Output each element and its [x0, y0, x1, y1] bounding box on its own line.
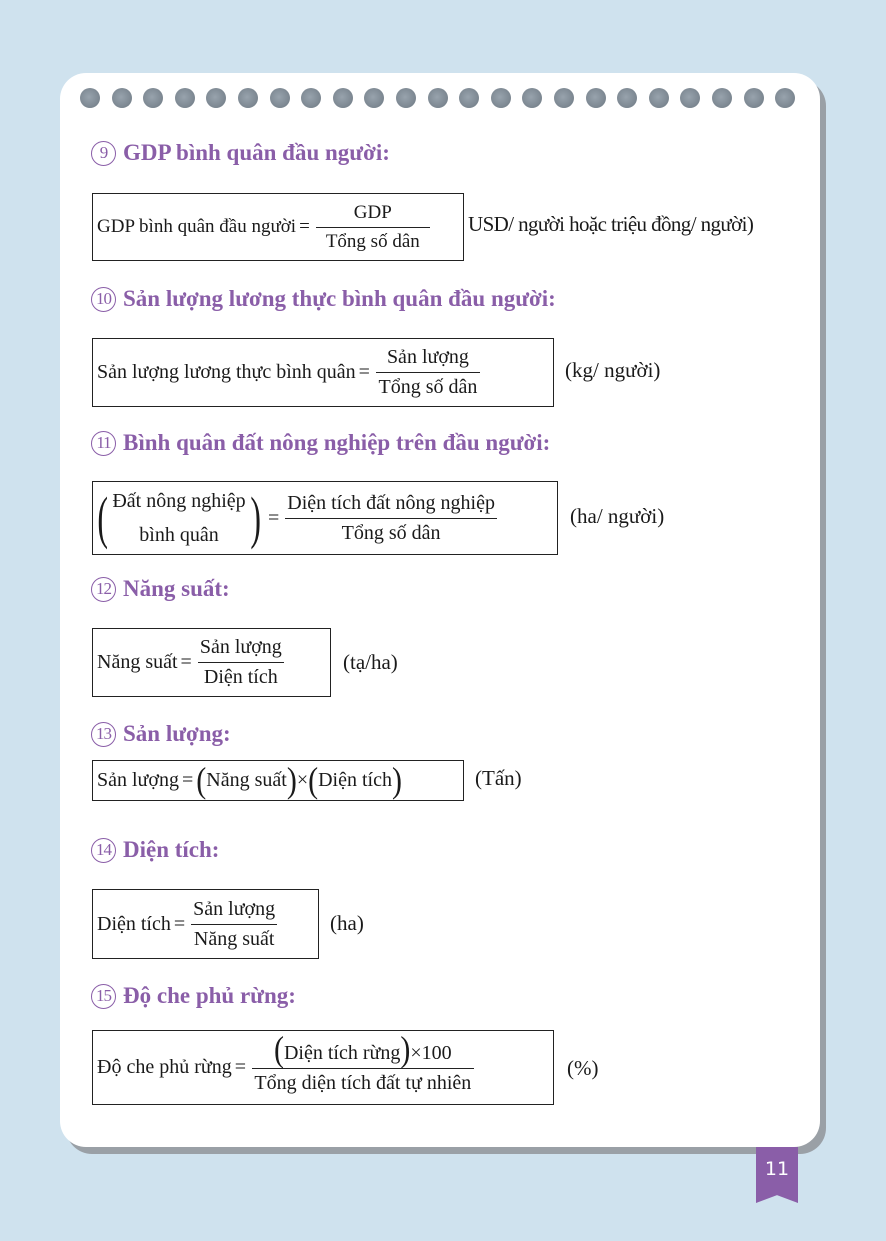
ring-hole: [396, 88, 416, 108]
formula-lhs: GDP bình quân đầu người: [97, 216, 297, 237]
ring-hole: [712, 88, 732, 108]
equals-sign: =: [358, 361, 370, 383]
equals-sign: =: [234, 1056, 246, 1078]
formula-unit: (ha/ người): [570, 504, 665, 528]
section-number-badge: 10: [91, 287, 116, 312]
ring-hole: [238, 88, 258, 108]
section-number-badge: 9: [91, 141, 116, 166]
section-title: Sản lượng:: [123, 721, 231, 746]
formula-lhs: Sản lượng lương thực bình quân: [97, 361, 356, 383]
denominator: Tổng số dân: [341, 521, 441, 544]
denominator: Diện tích: [203, 666, 278, 688]
section-number-badge: 14: [91, 838, 116, 863]
section-title: GDP bình quân đầu người:: [123, 140, 390, 165]
formula-unit: (kg/ người): [565, 358, 661, 382]
ring-hole: [80, 88, 100, 108]
spiral-rings: [80, 88, 820, 108]
fraction: [285, 492, 497, 545]
equals-sign: =: [181, 769, 194, 791]
denominator: Tổng diện tích đất tự nhiên: [254, 1072, 472, 1094]
factor: Diện tích: [318, 769, 392, 791]
right-paren: ): [286, 760, 297, 800]
formula-unit: (tạ/ha): [343, 650, 398, 674]
formula-unit: (%): [567, 1056, 599, 1080]
ring-hole: [459, 88, 479, 108]
section-heading: [91, 983, 296, 1009]
fraction: [198, 636, 284, 689]
left-paren: (: [308, 760, 319, 800]
denominator: Tổng số dân: [325, 230, 420, 252]
ring-hole: [744, 88, 764, 108]
fraction: [252, 1029, 474, 1095]
section-number-badge: 12: [91, 577, 116, 602]
numerator: Diện tích đất nông nghiệp: [285, 492, 497, 519]
numerator-inner: Diện tích rừng: [283, 1042, 401, 1064]
numerator: Sản lượng: [191, 898, 277, 925]
equals-sign: =: [267, 506, 280, 529]
ring-hole: [586, 88, 606, 108]
formula-lhs: Độ che phủ rừng: [97, 1056, 232, 1078]
left-paren: (: [273, 1029, 284, 1070]
ring-hole: [364, 88, 384, 108]
section-title: Độ che phủ rừng:: [123, 983, 296, 1008]
formula-lhs: Năng suất: [97, 651, 178, 673]
formula-unit: (Tấn): [475, 766, 522, 790]
formula-lhs: Sản lượng: [97, 769, 179, 791]
formula-box: [92, 193, 464, 261]
section-heading: [91, 837, 219, 863]
right-paren: ): [391, 760, 402, 800]
numerator: Sản lượng: [376, 346, 480, 373]
numerator: Sản lượng: [198, 636, 284, 663]
times-sign: ×: [296, 769, 309, 791]
ring-hole: [143, 88, 163, 108]
section-heading: [91, 576, 230, 602]
right-bracket: ): [249, 485, 261, 550]
denominator: Tổng số dân: [378, 376, 478, 398]
fraction: [376, 346, 480, 399]
numerator: [252, 1029, 474, 1070]
equals-sign: =: [180, 651, 192, 673]
fraction: [316, 202, 430, 253]
formula-box: [92, 1030, 554, 1105]
formula-lhs-line: bình quân: [139, 524, 219, 546]
section-number-badge: 15: [91, 984, 116, 1009]
left-bracket: (: [97, 485, 108, 550]
section-heading: [91, 721, 231, 747]
ring-hole: [270, 88, 290, 108]
fraction: [191, 898, 277, 951]
formula-lhs: Diện tích: [97, 912, 171, 935]
numerator: GDP: [316, 202, 430, 228]
equals-sign: =: [299, 216, 310, 237]
left-paren: (: [196, 760, 207, 800]
ring-hole: [617, 88, 637, 108]
formula-unit: (ha): [330, 911, 364, 935]
right-paren: ): [400, 1029, 411, 1070]
section-heading: [91, 286, 556, 312]
ring-hole: [112, 88, 132, 108]
ring-hole: [522, 88, 542, 108]
ring-hole: [680, 88, 700, 108]
ring-hole: [775, 88, 795, 108]
section-heading: [91, 140, 390, 166]
ring-hole: [175, 88, 195, 108]
times-sign: ×: [410, 1042, 422, 1064]
formula-box: [92, 481, 558, 555]
ring-hole: [333, 88, 353, 108]
section-title: Diện tích:: [123, 837, 220, 862]
formula-box: [92, 628, 331, 697]
ring-hole: [301, 88, 321, 108]
formula-lhs-line: Đất nông nghiệp: [112, 490, 246, 512]
factor: Năng suất: [206, 769, 287, 791]
section-number-badge: 13: [91, 722, 116, 747]
section-number-badge: 11: [91, 431, 116, 456]
ring-hole: [206, 88, 226, 108]
section-title: Sản lượng lương thực bình quân đầu người:: [123, 286, 556, 311]
formula-box: [92, 338, 554, 407]
section-heading: [91, 430, 550, 456]
equals-sign: =: [173, 912, 186, 935]
numerator-factor: 100: [421, 1042, 452, 1064]
denominator: Năng suất: [193, 927, 275, 950]
ring-hole: [554, 88, 574, 108]
ring-hole: [491, 88, 511, 108]
formula-box: [92, 760, 464, 801]
ring-hole: [428, 88, 448, 108]
formula-box: [92, 889, 319, 959]
page-number: 11: [764, 1158, 790, 1180]
formula-unit: USD/ người hoặc triệu đồng/ người): [468, 212, 754, 236]
ring-hole: [649, 88, 669, 108]
section-title: Năng suất:: [123, 576, 230, 601]
section-title: Bình quân đất nông nghiệp trên đầu người:: [123, 430, 551, 455]
formula-lhs-stack: [112, 484, 245, 552]
